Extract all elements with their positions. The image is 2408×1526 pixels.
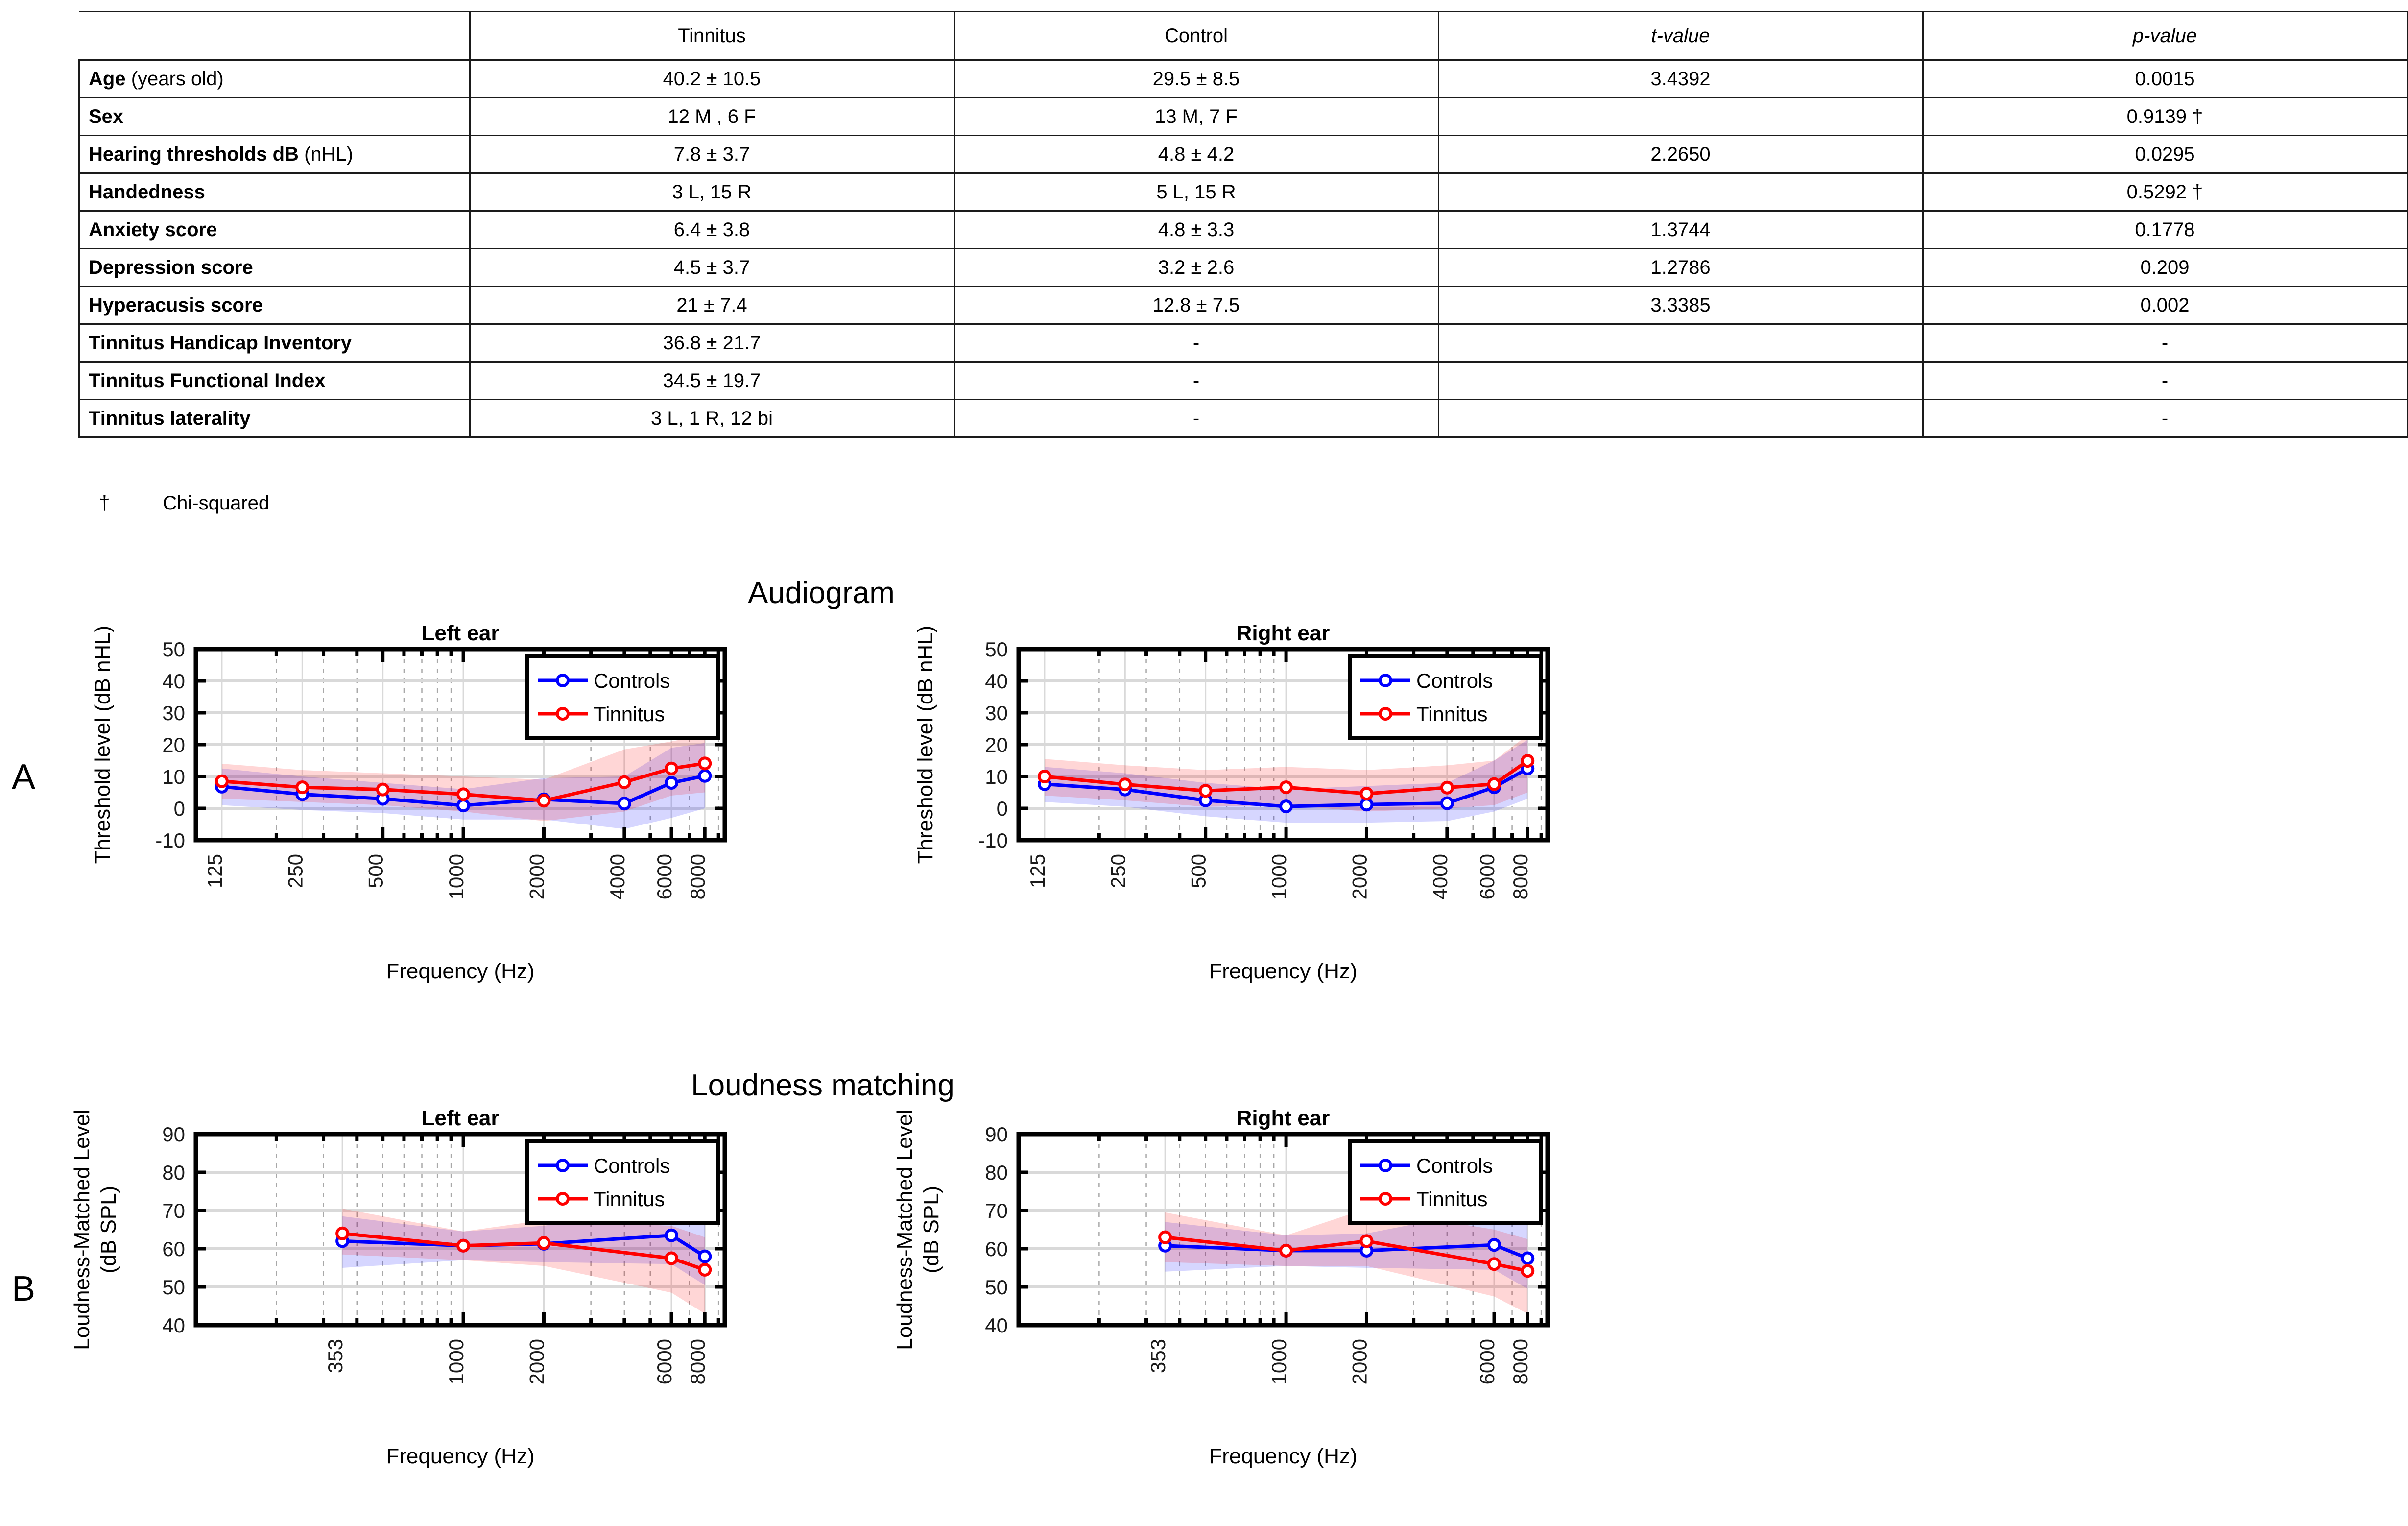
- table-row-label: [79, 362, 470, 400]
- table-row-label: [79, 324, 470, 362]
- x-tick-label: 125: [1025, 854, 1049, 889]
- data-point: [1442, 782, 1453, 793]
- y-tick-label: -10: [155, 829, 185, 852]
- row-label-qualifier: (nHL): [298, 143, 354, 165]
- y-tick-label: 60: [985, 1237, 1008, 1260]
- legend-label-controls: Controls: [1416, 669, 1493, 692]
- cell-p-value: 0.0295: [1923, 136, 2407, 173]
- legend-label-tinnitus: Tinnitus: [594, 702, 665, 726]
- y-tick-label: 50: [985, 638, 1008, 661]
- x-tick-label: 500: [364, 854, 387, 889]
- legend: [527, 1141, 718, 1223]
- y-tick-label: 80: [985, 1161, 1008, 1184]
- x-tick-label: 1000: [445, 1339, 468, 1385]
- cell-tinnitus: 36.8 ± 21.7: [470, 324, 954, 362]
- cell-tinnitus: 34.5 ± 19.7: [470, 362, 954, 400]
- table-row: [79, 98, 2408, 136]
- subplot-title: Right ear: [1236, 1106, 1330, 1130]
- cell-control: 29.5 ± 8.5: [954, 60, 1438, 98]
- cell-tinnitus: 21 ± 7.4: [470, 287, 954, 324]
- x-tick-label: 6000: [1476, 1339, 1499, 1385]
- demographics-table-container: [78, 11, 2203, 438]
- x-tick-label: 2000: [525, 854, 548, 900]
- table-row: [79, 249, 2408, 287]
- data-point: [619, 777, 630, 788]
- table-body: [79, 60, 2408, 437]
- cell-t-value: [1438, 173, 1923, 211]
- data-point: [1200, 785, 1211, 796]
- y-tick-label: 0: [173, 797, 185, 820]
- data-point: [538, 1237, 549, 1248]
- chart-audiogram-left-ear: [73, 615, 739, 987]
- footnote-dagger-symbol: †: [99, 492, 110, 514]
- cell-t-value: 1.2786: [1438, 249, 1923, 287]
- row-label-main: Handedness: [89, 181, 205, 203]
- data-point: [1361, 799, 1372, 810]
- row-label-main: Tinnitus Handicap Inventory: [89, 332, 352, 354]
- legend: [1350, 1141, 1541, 1223]
- data-point: [666, 1253, 677, 1264]
- panel-label-a: A: [12, 757, 36, 797]
- y-tick-label: 10: [985, 765, 1008, 788]
- x-axis-title: Frequency (Hz): [386, 959, 535, 983]
- row-label-main: Anxiety score: [89, 218, 217, 241]
- cell-control: 4.8 ± 4.2: [954, 136, 1438, 173]
- cell-control: 5 L, 15 R: [954, 173, 1438, 211]
- cell-t-value: [1438, 98, 1923, 136]
- y-axis-title: Loudness-Matched Level: [893, 1109, 917, 1350]
- legend-label-controls: Controls: [1416, 1154, 1493, 1177]
- x-tick-label: 6000: [1476, 854, 1499, 900]
- audiogram-section-title: Audiogram: [748, 576, 895, 610]
- data-point: [1160, 1232, 1170, 1243]
- table-row: [79, 400, 2408, 437]
- cell-t-value: [1438, 400, 1923, 437]
- data-point: [1039, 771, 1050, 782]
- cell-tinnitus: 3 L, 15 R: [470, 173, 954, 211]
- x-tick-label: 2000: [1348, 1339, 1371, 1385]
- y-tick-label: -10: [978, 829, 1008, 852]
- loudness-section-title: Loudness matching: [691, 1068, 954, 1102]
- demographics-table: [78, 11, 2408, 438]
- data-point: [297, 782, 308, 793]
- legend: [527, 656, 718, 738]
- table-row-label: [79, 60, 470, 98]
- x-tick-label: 8000: [1509, 854, 1532, 900]
- data-point: [458, 800, 469, 811]
- subplot-title: Right ear: [1236, 621, 1330, 645]
- x-tick-label: 1000: [1267, 854, 1291, 900]
- data-point: [538, 795, 549, 806]
- y-tick-label: 40: [985, 1314, 1008, 1337]
- x-tick-label: 6000: [653, 854, 676, 900]
- data-point: [666, 763, 677, 774]
- y-tick-label: 90: [162, 1123, 185, 1146]
- data-point: [1281, 782, 1291, 793]
- cell-control: 13 M, 7 F: [954, 98, 1438, 136]
- data-point: [666, 777, 677, 788]
- y-axis-title-units: (dB SPL): [96, 1186, 120, 1274]
- subplot-title: Left ear: [421, 621, 500, 645]
- cell-control: 4.8 ± 3.3: [954, 211, 1438, 249]
- data-point: [699, 1251, 710, 1262]
- data-point: [1522, 755, 1533, 766]
- x-axis-title: Frequency (Hz): [1209, 959, 1358, 983]
- legend: [1350, 656, 1541, 738]
- cell-t-value: [1438, 324, 1923, 362]
- y-tick-label: 70: [162, 1199, 185, 1222]
- chart-loudness-right-ear: [893, 1100, 1562, 1472]
- data-point: [666, 1230, 677, 1241]
- cell-tinnitus: 40.2 ± 10.5: [470, 60, 954, 98]
- data-point: [699, 771, 710, 781]
- data-point: [1489, 1259, 1500, 1269]
- cell-tinnitus: 3 L, 1 R, 12 bi: [470, 400, 954, 437]
- legend-label-tinnitus: Tinnitus: [1416, 702, 1488, 726]
- y-tick-label: 30: [162, 702, 185, 725]
- table-header-tinnitus: Tinnitus: [470, 12, 954, 60]
- row-label-qualifier: (years old): [125, 68, 224, 90]
- data-point: [699, 758, 710, 769]
- table-row-label: [79, 211, 470, 249]
- legend-label-controls: Controls: [594, 669, 670, 692]
- legend-label-tinnitus: Tinnitus: [1416, 1187, 1488, 1211]
- y-axis-title: Threshold level (dB nHL): [913, 625, 937, 864]
- cell-p-value: 0.1778: [1923, 211, 2407, 249]
- cell-tinnitus: 7.8 ± 3.7: [470, 136, 954, 173]
- y-tick-label: 40: [162, 1314, 185, 1337]
- cell-p-value: -: [1923, 324, 2407, 362]
- x-tick-label: 250: [284, 854, 307, 889]
- data-point: [378, 784, 388, 795]
- y-axis-title: Threshold level (dB nHL): [91, 625, 115, 864]
- x-tick-label: 8000: [686, 854, 710, 900]
- y-tick-label: 70: [985, 1199, 1008, 1222]
- table-header-p-value: p-value: [1923, 12, 2407, 60]
- table-row-label: [79, 173, 470, 211]
- y-tick-label: 10: [162, 765, 185, 788]
- table-header-t-value: t-value: [1438, 12, 1923, 60]
- legend-label-tinnitus: Tinnitus: [594, 1187, 665, 1211]
- footnote-text: Chi-squared: [163, 492, 270, 514]
- x-tick-label: 1000: [445, 854, 468, 900]
- row-label-main: Sex: [89, 105, 124, 127]
- data-point: [619, 798, 630, 809]
- table-row: [79, 211, 2408, 249]
- x-tick-label: 6000: [653, 1339, 676, 1385]
- x-tick-label: 1000: [1267, 1339, 1291, 1385]
- cell-p-value: 0.209: [1923, 249, 2407, 287]
- data-point: [1489, 1239, 1500, 1250]
- cell-p-value: 0.9139 †: [1923, 98, 2407, 136]
- legend-label-controls: Controls: [594, 1154, 670, 1177]
- table-row: [79, 60, 2408, 98]
- x-tick-label: 4000: [605, 854, 629, 900]
- table-row: [79, 324, 2408, 362]
- x-tick-label: 2000: [525, 1339, 548, 1385]
- x-axis-title: Frequency (Hz): [1209, 1444, 1358, 1468]
- cell-p-value: 0.0015: [1923, 60, 2407, 98]
- table-row-label: [79, 98, 470, 136]
- x-tick-label: 4000: [1428, 854, 1452, 900]
- y-tick-label: 90: [985, 1123, 1008, 1146]
- cell-t-value: 2.2650: [1438, 136, 1923, 173]
- data-point: [337, 1228, 348, 1239]
- cell-t-value: 3.3385: [1438, 287, 1923, 324]
- table-row-label: [79, 287, 470, 324]
- cell-p-value: -: [1923, 400, 2407, 437]
- x-tick-label: 8000: [1509, 1339, 1532, 1385]
- x-tick-label: 8000: [686, 1339, 710, 1385]
- y-tick-label: 0: [996, 797, 1008, 820]
- y-tick-label: 30: [985, 702, 1008, 725]
- x-tick-label: 353: [324, 1339, 347, 1374]
- y-tick-label: 40: [162, 670, 185, 693]
- x-tick-label: 125: [203, 854, 226, 889]
- cell-t-value: 1.3744: [1438, 211, 1923, 249]
- y-tick-label: 40: [985, 670, 1008, 693]
- cell-p-value: 0.002: [1923, 287, 2407, 324]
- y-tick-label: 80: [162, 1161, 185, 1184]
- data-point: [458, 1240, 469, 1251]
- table-row: [79, 287, 2408, 324]
- cell-control: -: [954, 324, 1438, 362]
- panel-label-b: B: [12, 1269, 36, 1308]
- cell-t-value: [1438, 362, 1923, 400]
- chart-loudness-left-ear: [70, 1100, 739, 1472]
- y-tick-label: 60: [162, 1237, 185, 1260]
- y-axis-title-units: (dB SPL): [919, 1186, 943, 1274]
- row-label-main: Depression score: [89, 256, 253, 278]
- row-label-main: Tinnitus laterality: [89, 407, 251, 429]
- y-tick-label: 20: [985, 733, 1008, 756]
- table-header-control: Control: [954, 12, 1438, 60]
- y-axis-title: Loudness-Matched Level: [70, 1109, 94, 1350]
- chart-audiogram-right-ear: [896, 615, 1562, 987]
- cell-tinnitus: 6.4 ± 3.8: [470, 211, 954, 249]
- data-point: [1489, 779, 1500, 790]
- x-tick-label: 2000: [1348, 854, 1371, 900]
- cell-tinnitus: 12 M , 6 F: [470, 98, 954, 136]
- data-point: [216, 776, 227, 787]
- x-tick-label: 353: [1146, 1339, 1170, 1374]
- cell-tinnitus: 4.5 ± 3.7: [470, 249, 954, 287]
- cell-control: -: [954, 362, 1438, 400]
- row-label-main: Tinnitus Functional Index: [89, 369, 326, 391]
- data-point: [1120, 779, 1130, 790]
- data-point: [1281, 1245, 1291, 1256]
- cell-control: 12.8 ± 7.5: [954, 287, 1438, 324]
- subplot-title: Left ear: [421, 1106, 500, 1130]
- table-row-label: [79, 249, 470, 287]
- table-header-row: [79, 12, 2408, 60]
- table-footnote: [88, 470, 269, 514]
- cell-p-value: -: [1923, 362, 2407, 400]
- data-point: [1361, 788, 1372, 799]
- y-tick-label: 50: [162, 638, 185, 661]
- table-row-label: [79, 136, 470, 173]
- cell-p-value: 0.5292 †: [1923, 173, 2407, 211]
- data-point: [1281, 801, 1291, 812]
- y-tick-label: 50: [985, 1276, 1008, 1299]
- table-row: [79, 362, 2408, 400]
- y-tick-label: 20: [162, 733, 185, 756]
- x-axis-title: Frequency (Hz): [386, 1444, 535, 1468]
- table-row-label: [79, 400, 470, 437]
- data-point: [1361, 1235, 1372, 1246]
- data-point: [1522, 1253, 1533, 1264]
- x-tick-label: 500: [1187, 854, 1210, 889]
- row-label-main: Hyperacusis score: [89, 294, 263, 316]
- y-tick-label: 50: [162, 1276, 185, 1299]
- cell-control: 3.2 ± 2.6: [954, 249, 1438, 287]
- cell-control: -: [954, 400, 1438, 437]
- row-label-main: Age: [89, 68, 126, 90]
- cell-t-value: 3.4392: [1438, 60, 1923, 98]
- x-tick-label: 250: [1106, 854, 1130, 889]
- row-label-main: Hearing thresholds dB: [89, 143, 299, 165]
- table-row: [79, 136, 2408, 173]
- data-point: [699, 1264, 710, 1275]
- data-point: [1442, 798, 1453, 809]
- data-point: [1522, 1265, 1533, 1276]
- table-row: [79, 173, 2408, 211]
- data-point: [458, 789, 469, 799]
- table-header-corner: [79, 12, 470, 60]
